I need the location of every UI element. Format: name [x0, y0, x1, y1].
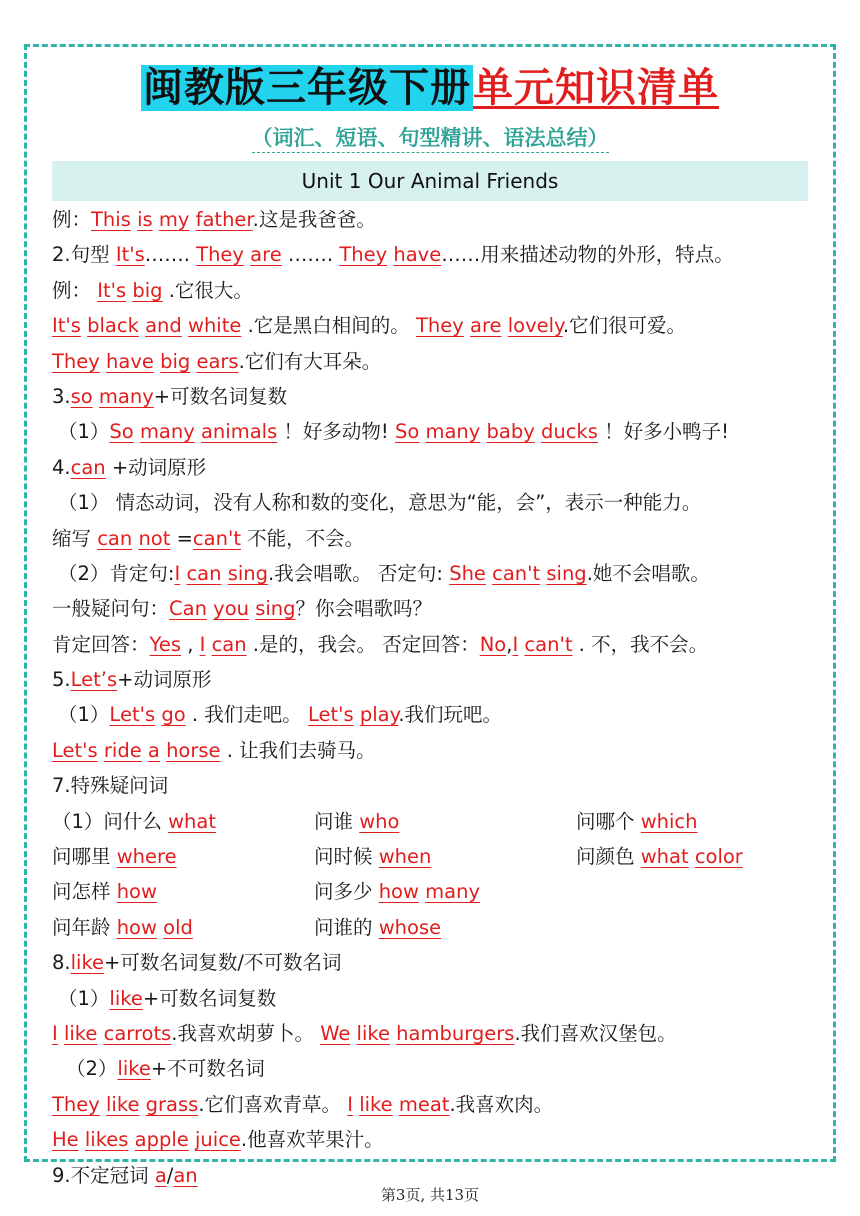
line-20 [52, 874, 822, 909]
line-3 [52, 273, 822, 308]
text-segment: ……. [281, 243, 340, 267]
text-segment: .他喜欢苹果汁。 [240, 1128, 384, 1152]
text-segment: 缩写 [52, 526, 98, 550]
highlighted-word: They [339, 243, 388, 267]
highlighted-word: like [109, 986, 143, 1010]
highlighted-word: 's [110, 278, 127, 302]
highlighted-word: big [160, 349, 191, 373]
highlighted-word: animals [200, 420, 278, 444]
highlighted-word: 's [82, 738, 98, 762]
text-segment: . 不，我不会。 [572, 632, 709, 656]
highlighted-word: can [524, 632, 560, 656]
text-segment: 7.特殊疑问词 [52, 774, 169, 798]
highlighted-word: carrots [103, 1021, 172, 1045]
text-segment: （1） [58, 986, 110, 1010]
text-segment: .它们有大耳朵。 [238, 349, 382, 373]
text-segment: 例： [52, 278, 98, 302]
line-25 [52, 1051, 822, 1086]
highlighted-word: many [425, 880, 480, 904]
question-word-column [52, 874, 157, 909]
highlighted-word: go [161, 703, 186, 727]
line-4 [52, 308, 822, 343]
line-2 [52, 237, 822, 272]
line-7 [52, 414, 822, 449]
question-word-column [576, 839, 743, 874]
highlighted-word: So [394, 420, 420, 444]
line-21 [52, 910, 822, 945]
text-segment: （1） [58, 420, 110, 444]
text-segment: +可数名词复数 [142, 986, 277, 1010]
highlighted-word: Yes [149, 632, 181, 656]
question-word-column [52, 839, 177, 874]
text-segment: .它很大。 [162, 278, 253, 302]
highlighted-word: not [138, 526, 171, 550]
text-segment: .我们玩吧。 [398, 703, 503, 727]
text-segment: .她不会唱歌。 [586, 561, 710, 585]
highlighted-word: ride [103, 738, 142, 762]
title-red: 单元知识清单 [473, 65, 719, 111]
text-segment: 8. [52, 951, 71, 975]
highlighted-word: meat [398, 1092, 450, 1116]
highlighted-word: 't [227, 526, 241, 550]
highlighted-word: my [158, 208, 190, 231]
text-segment: 肯定回答： [52, 632, 150, 656]
text-segment: 问谁 [314, 809, 360, 833]
highlighted-word: how [378, 880, 419, 904]
text-segment: , [506, 632, 513, 656]
highlighted-word: an [173, 1163, 198, 1187]
highlighted-word: Can [169, 597, 207, 621]
highlighted-word: many [98, 384, 154, 408]
highlighted-word: are [470, 314, 502, 338]
line-18 [52, 804, 822, 839]
highlighted-word: whose [378, 915, 442, 939]
highlighted-word: sing [255, 597, 296, 621]
text-segment: 问颜色 [576, 845, 641, 869]
highlighted-word: how [116, 880, 157, 904]
highlighted-word: have [106, 349, 154, 373]
line-19 [52, 839, 822, 874]
highlighted-word: likes [84, 1128, 129, 1152]
highlighted-word: It [115, 243, 130, 267]
highlighted-word: apple [134, 1128, 189, 1152]
highlighted-word: big [132, 278, 163, 302]
text-segment: .它们很可爱。 [562, 314, 687, 338]
text-segment: （1）问什么 [52, 809, 169, 833]
question-word-column [314, 804, 399, 839]
text-segment: 问怎样 [52, 880, 117, 904]
page-footer: 第3页, 共13页 [380, 1186, 480, 1204]
highlighted-word: I [512, 632, 519, 656]
highlighted-word: what [168, 809, 217, 833]
highlighted-word: ’s [100, 668, 118, 692]
highlighted-word: a [147, 738, 160, 762]
highlighted-word: 't [559, 632, 573, 656]
line-15 [52, 697, 822, 732]
text-segment: / [166, 1163, 174, 1187]
highlighted-word: It [97, 278, 111, 302]
line-17 [52, 768, 822, 803]
line-6 [52, 379, 822, 414]
highlighted-word: is [137, 208, 153, 231]
text-segment: 9.不定冠词 [52, 1163, 155, 1187]
highlighted-word: They [52, 1092, 100, 1116]
text-segment: +可数名词复数 [153, 384, 288, 408]
question-word-column [576, 804, 698, 839]
text-segment: 5. [52, 668, 71, 692]
highlighted-word: I [174, 561, 181, 585]
highlighted-word: like [106, 1092, 140, 1116]
highlighted-word: ears [196, 349, 239, 373]
highlighted-word: baby [486, 420, 535, 444]
highlighted-word: They [52, 349, 100, 373]
line-22 [52, 945, 822, 980]
line-26 [52, 1087, 822, 1122]
text-segment: 问多少 [314, 880, 379, 904]
highlighted-word: you [213, 597, 249, 621]
line-13 [52, 627, 822, 662]
line-9 [52, 485, 822, 520]
title-highlighted: 闽教版三年级下册 [143, 65, 471, 111]
highlighted-word: can [97, 526, 133, 550]
question-word-column [314, 874, 480, 909]
highlighted-word: I [347, 1092, 353, 1116]
line-16 [52, 733, 822, 768]
highlighted-word: can [70, 455, 106, 479]
highlighted-word: 's [129, 243, 145, 267]
highlighted-word: how [116, 915, 157, 939]
text-segment: .我们喜欢汉堡包。 [514, 1021, 677, 1045]
highlighted-word: a [154, 1163, 167, 1187]
text-segment: 4. [52, 455, 71, 479]
highlighted-word: Let [307, 703, 339, 727]
highlighted-word: ducks [540, 420, 598, 444]
text-segment: （1） 情态动词，没有人称和数的变化，意思为“能，会”，表示一种能力。 [58, 491, 702, 515]
text-segment: . 让我们去骑马。 [220, 738, 376, 762]
highlighted-word: hamburgers [396, 1021, 515, 1045]
highlighted-word: play [359, 703, 399, 727]
question-word-column [52, 804, 216, 839]
highlighted-word: No [479, 632, 507, 656]
highlighted-word: like [117, 1057, 151, 1081]
question-word-column [314, 839, 431, 874]
highlighted-word: They [415, 314, 464, 338]
highlighted-word: like [356, 1021, 390, 1045]
text-segment: ……用来描述动物的外形，特点。 [441, 243, 734, 267]
text-segment: （2）肯定句: [58, 561, 175, 585]
text-segment: +动词原形 [117, 668, 212, 692]
line-10 [52, 521, 822, 556]
highlighted-word: 't [527, 561, 541, 585]
text-segment: 问哪里 [52, 845, 117, 869]
highlighted-word: 's [139, 703, 156, 727]
highlighted-word: and [145, 314, 182, 338]
line-11 [52, 556, 822, 591]
highlighted-word: many [425, 420, 481, 444]
highlighted-word: can [186, 561, 222, 585]
highlighted-word: what [640, 845, 689, 869]
highlighted-word: when [378, 845, 432, 869]
text-segment: .它是黑白相间的。 [241, 314, 416, 338]
highlighted-word: Let [70, 668, 101, 692]
highlighted-word: sing [227, 561, 269, 585]
question-word-column [52, 910, 193, 945]
text-segment: 例： [52, 208, 92, 231]
highlighted-word: 's [338, 703, 354, 727]
line-12 [52, 591, 822, 626]
line-1 [52, 202, 822, 237]
line-8 [52, 450, 822, 485]
text-segment: .我会唱歌。 否定句: [268, 561, 450, 585]
highlighted-word: like [70, 951, 105, 975]
highlighted-word: can [192, 526, 228, 550]
text-segment: . 我们走吧。 [185, 703, 308, 727]
text-segment: 问年龄 [52, 915, 117, 939]
subtitle [0, 122, 860, 152]
text-segment: ？你会唱歌吗？ [295, 597, 433, 621]
highlighted-word: have [393, 243, 442, 267]
highlighted-word: We [320, 1021, 351, 1045]
highlighted-word: He [52, 1128, 79, 1152]
highlighted-word: can [492, 561, 528, 585]
unit-heading: Unit 1 Our Animal Friends [52, 161, 808, 201]
text-segment: 3. [52, 384, 71, 408]
text-segment: （1） [58, 703, 110, 727]
highlighted-word: juice [195, 1128, 241, 1152]
page-title [141, 58, 719, 118]
highlighted-word: color [694, 845, 743, 869]
highlighted-word: can [211, 632, 247, 656]
highlighted-word: white [188, 314, 242, 338]
highlighted-word: I [52, 1021, 58, 1045]
text-segment: .这是我爸爸。 [252, 208, 376, 231]
highlighted-word: It [52, 314, 66, 338]
text-segment: .我喜欢肉。 [449, 1092, 554, 1116]
text-segment: +动词原形 [105, 455, 207, 479]
question-word-column [314, 910, 441, 945]
text-segment: +不可数名词 [150, 1057, 265, 1081]
line-5 [52, 344, 822, 379]
highlighted-word: Let [109, 703, 140, 727]
highlighted-word: like [63, 1021, 98, 1045]
text-segment: （词汇、短语、句型精讲、语法总结） [252, 126, 609, 153]
highlighted-word: grass [145, 1092, 199, 1116]
highlighted-word: so [70, 384, 93, 408]
text-segment: 问谁的 [314, 915, 379, 939]
text-segment: ……. [144, 243, 197, 267]
text-segment: （2） [66, 1057, 118, 1081]
text-segment: ！好多动物! [277, 420, 395, 444]
title-container [0, 58, 860, 118]
highlighted-word: So [109, 420, 134, 444]
highlighted-word: many [139, 420, 195, 444]
line-14 [52, 662, 822, 697]
highlighted-word: sing [546, 561, 587, 585]
highlighted-word: I [199, 632, 206, 656]
text-segment: 不能，不会。 [240, 526, 365, 550]
highlighted-word: They [196, 243, 244, 267]
highlighted-word: She [449, 561, 486, 585]
text-segment: ！好多小鸭子! [597, 420, 729, 444]
highlighted-word: like [359, 1092, 393, 1116]
line-24 [52, 1016, 822, 1051]
highlighted-word: This [91, 208, 131, 231]
highlighted-word: who [359, 809, 400, 833]
text-segment: 2.句型 [52, 243, 116, 267]
highlighted-word: Let [52, 738, 83, 762]
text-segment: .我喜欢胡萝卜。 [171, 1021, 321, 1045]
highlighted-word: horse [166, 738, 221, 762]
highlighted-word: 's [65, 314, 81, 338]
highlighted-word: black [87, 314, 139, 338]
highlighted-word: which [640, 809, 698, 833]
highlighted-word: are [250, 243, 282, 267]
text-segment: .是的，我会。 否定回答： [246, 632, 480, 656]
text-segment: = [170, 526, 193, 550]
highlighted-word: father [195, 208, 253, 231]
highlighted-word: where [116, 845, 177, 869]
text-segment: 一般疑问句： [52, 597, 170, 621]
text-segment: 问时候 [314, 845, 379, 869]
line-23 [52, 981, 822, 1016]
text-segment: 问哪个 [576, 809, 641, 833]
highlighted-word: old [163, 915, 193, 939]
line-27 [52, 1122, 822, 1157]
content-body [52, 202, 822, 1193]
text-segment: +可数名词复数/不可数名词 [104, 951, 342, 975]
highlighted-word: lovely [507, 314, 563, 338]
text-segment: .它们喜欢青草。 [198, 1092, 348, 1116]
text-segment: , [181, 632, 200, 656]
